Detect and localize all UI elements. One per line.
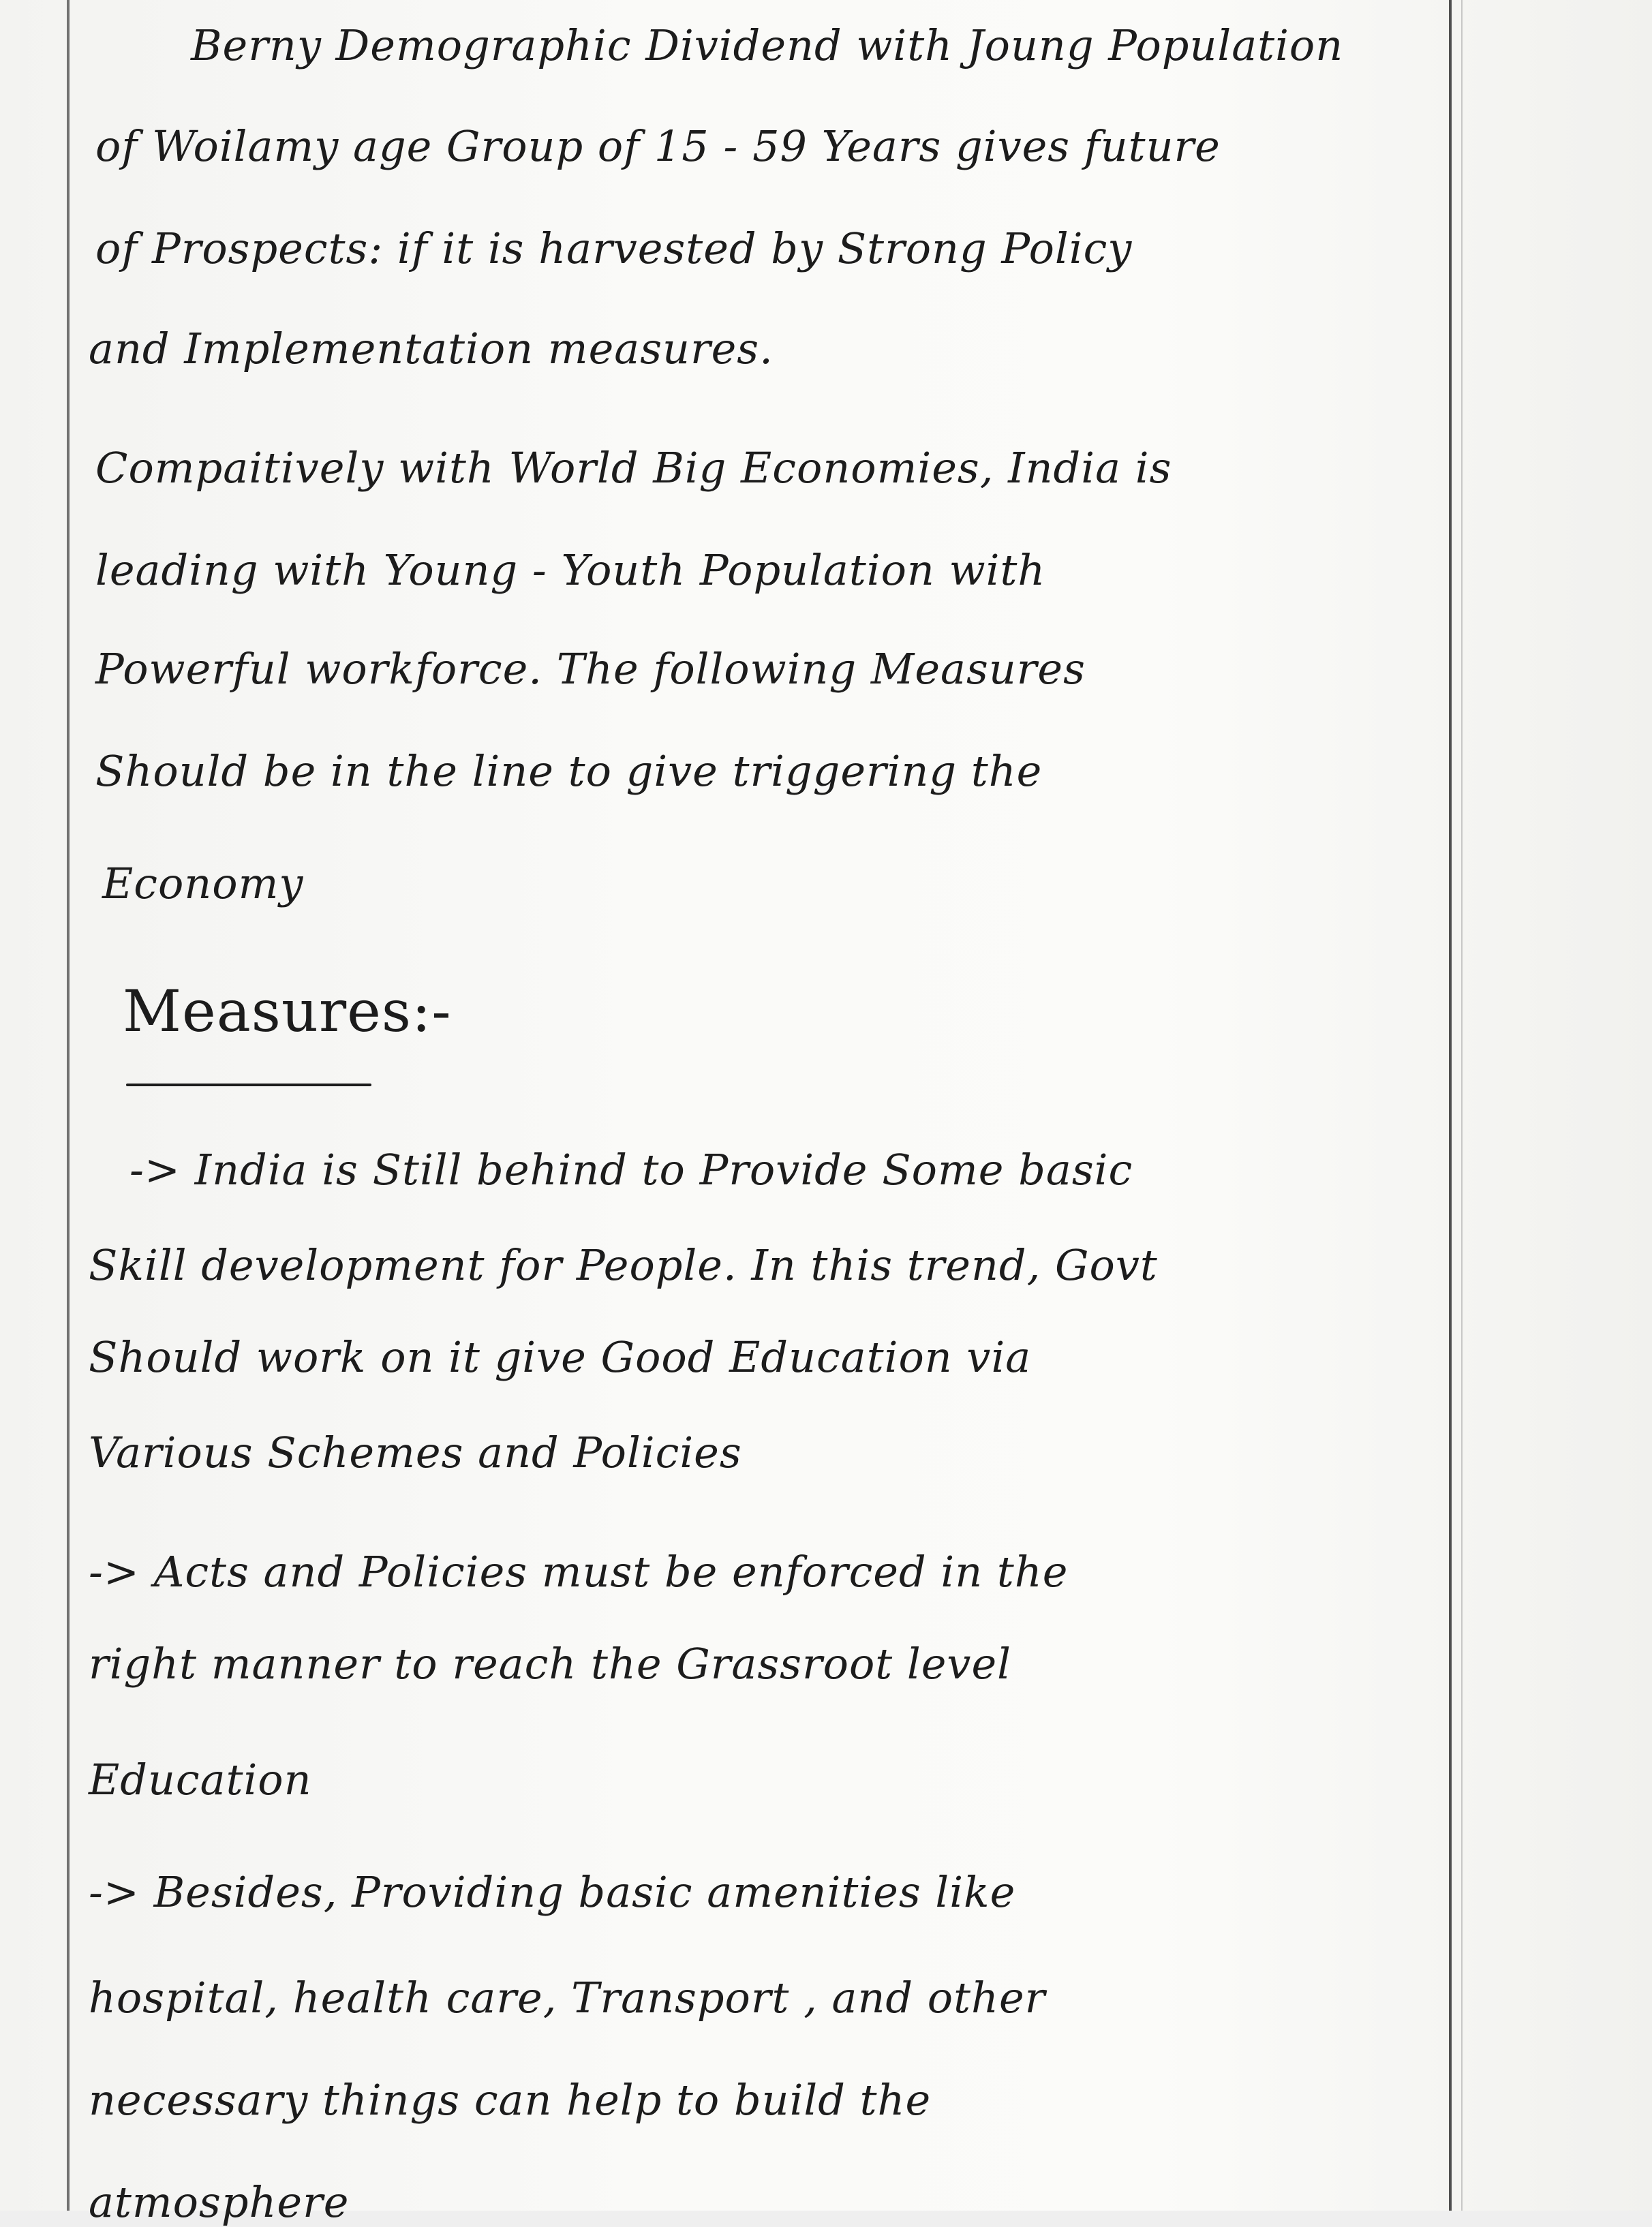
point2-line-3: Education bbox=[89, 1755, 312, 1804]
measures-heading: Measures:- bbox=[123, 978, 452, 1045]
heading-underline bbox=[126, 1084, 371, 1086]
para1-line-4: and Implementation measures. bbox=[89, 324, 774, 373]
point2-line-1: -> Acts and Policies must be enforced in the bbox=[89, 1547, 1069, 1597]
para1-line-3: of Prospects: if it is harvested by Strong Policy bbox=[95, 224, 1133, 273]
left-margin-rule bbox=[67, 0, 70, 2211]
para2-line-2: leading with Young - Youth Population with bbox=[95, 545, 1046, 595]
point3-line-1: -> Besides, Providing basic amenities like bbox=[89, 1867, 1016, 1917]
point2-line-2: right manner to reach the Grassroot level bbox=[89, 1639, 1011, 1689]
para2-line-1: Compaitively with World Big Economies, India is bbox=[95, 443, 1172, 493]
point3-line-2: hospital, health care, Transport , and other bbox=[89, 1973, 1046, 2023]
para1-line-2: of Woilamy age Group of 15 - 59 Years gives future bbox=[95, 121, 1221, 171]
point1-line-3: Should work on it give Good Education via bbox=[89, 1332, 1032, 1382]
point1-line-1: -> India is Still behind to Provide Some basic bbox=[129, 1145, 1133, 1195]
point1-line-2: Skill development for People. In this trend, Govt bbox=[89, 1240, 1158, 1290]
point3-line-4: atmosphere bbox=[89, 2177, 350, 2227]
para2-line-3: Powerful workforce. The following Measures bbox=[95, 644, 1086, 694]
point1-line-4: Various Schemes and Policies bbox=[89, 1428, 742, 1477]
para2-line-5: Economy bbox=[102, 859, 304, 908]
right-margin-rule-faint bbox=[1461, 0, 1463, 2211]
para2-line-4: Should be in the line to give triggering the bbox=[95, 746, 1043, 796]
right-margin-rule bbox=[1449, 0, 1452, 2211]
point3-line-3: necessary things can help to build the bbox=[89, 2075, 932, 2125]
para1-line-1: Berny Demographic Dividend with Joung Population bbox=[191, 20, 1344, 70]
